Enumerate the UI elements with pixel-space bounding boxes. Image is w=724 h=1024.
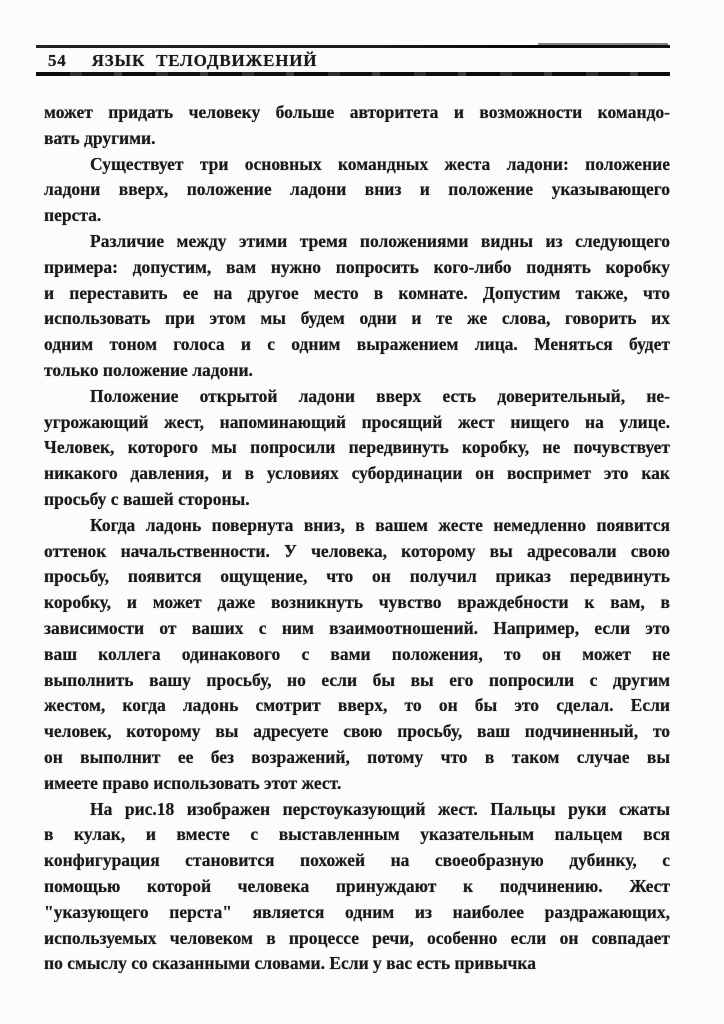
text-line: "указующего перста" является одним из наиболее раздражающих, [44,901,670,922]
text-line: может придать человеку больше авторитета и возможности командо- [44,102,670,122]
text-line: выполнить вашу просьбу, но если бы вы его попросили с другим [44,669,670,690]
page-body [44,100,670,977]
text-line: по смыслу со сказанными словами. Если у вас есть привычка [44,953,536,974]
text-line: перста. [44,205,102,226]
text-line: оттенок начальственности. У человека, которому вы адресовали свою [44,540,670,561]
text-line: примера: допустим, вам нужно попросить кого-либо поднять коробку [44,256,670,277]
text-line: угрожающий жест, напоминающий просящий жест нищего на улице. [44,411,670,432]
text-line: используемых человеком в процессе речи, особенно если он совпадает [44,927,670,948]
paragraph [44,229,670,384]
text-line: конфигурация становится похожей на своеобразную дубинку, с [44,850,670,871]
text-line: использовать при этом мы будем одни и те же слова, говорить их [44,308,670,329]
page-number: 54 [48,51,67,70]
paragraph [44,797,670,978]
text-line: жестом, когда ладонь смотрит вверх, то он бы это сделал. Если [44,695,670,716]
text-line: помощью которой человека принуждают к подчинению. Жест [44,875,670,896]
text-line: в кулак, и вместе с выставленным указательным пальцем вся [44,824,670,845]
running-header [48,50,317,71]
header-rule-top [36,45,670,48]
text-line: Существует три основных командных жеста ладони: положение [90,153,670,174]
text-line: просьбу, появится ощущение, что он получил приказ передвинуть [44,566,670,587]
text-line: человек, которому вы адресуете свою просьбу, ваш подчиненный, то [44,721,670,742]
paragraph [44,152,670,229]
paragraph [44,513,670,797]
header-rule-bottom [36,72,670,76]
running-title: ЯЗЫК ТЕЛОДВИЖЕНИЙ [91,51,318,70]
text-line: и переставить ее на другое место в комнате. Допустим также, что [44,282,670,303]
text-line: одним тоном голоса и с одним выражением лица. Меняться будет [44,334,670,355]
text-line: Когда ладонь повернута вниз, в вашем жесте немедленно появится [90,514,670,535]
text-line: коробку, и может даже возникнуть чувство враждебности к вам, в [44,592,670,613]
text-line: он выполнит ее без возражений, потому что в таком случае вы [44,746,670,767]
text-line: ладони вверх, положение ладони вниз и положение указывающего [44,179,670,200]
text-line: зависимости от ваших с ним взаимоотношений. Например, если это [44,617,670,638]
text-line: ваш коллега одинакового с вами положения, то он может не [44,643,670,664]
paragraph [44,100,670,152]
text-line: Положение открытой ладони вверх есть доверительный, не- [90,385,670,406]
text-line: Различие между этими тремя положениями видны из следующего [90,230,670,251]
text-line: вать другими. [44,127,156,148]
text-line: имеете право использовать этот жест. [44,772,342,793]
paragraph [44,384,670,513]
text-line: просьбу с вашей стороны. [44,488,250,509]
text-line: никакого давления, и в условиях субординации он воспримет это как [44,463,670,484]
text-line: только положение ладони. [44,359,253,380]
text-line: Человек, которого мы попросили передвинуть коробку, не почувствует [44,437,670,458]
text-line: На рис.18 изображен перстоуказующий жест. Пальцы руки сжаты [90,798,670,819]
